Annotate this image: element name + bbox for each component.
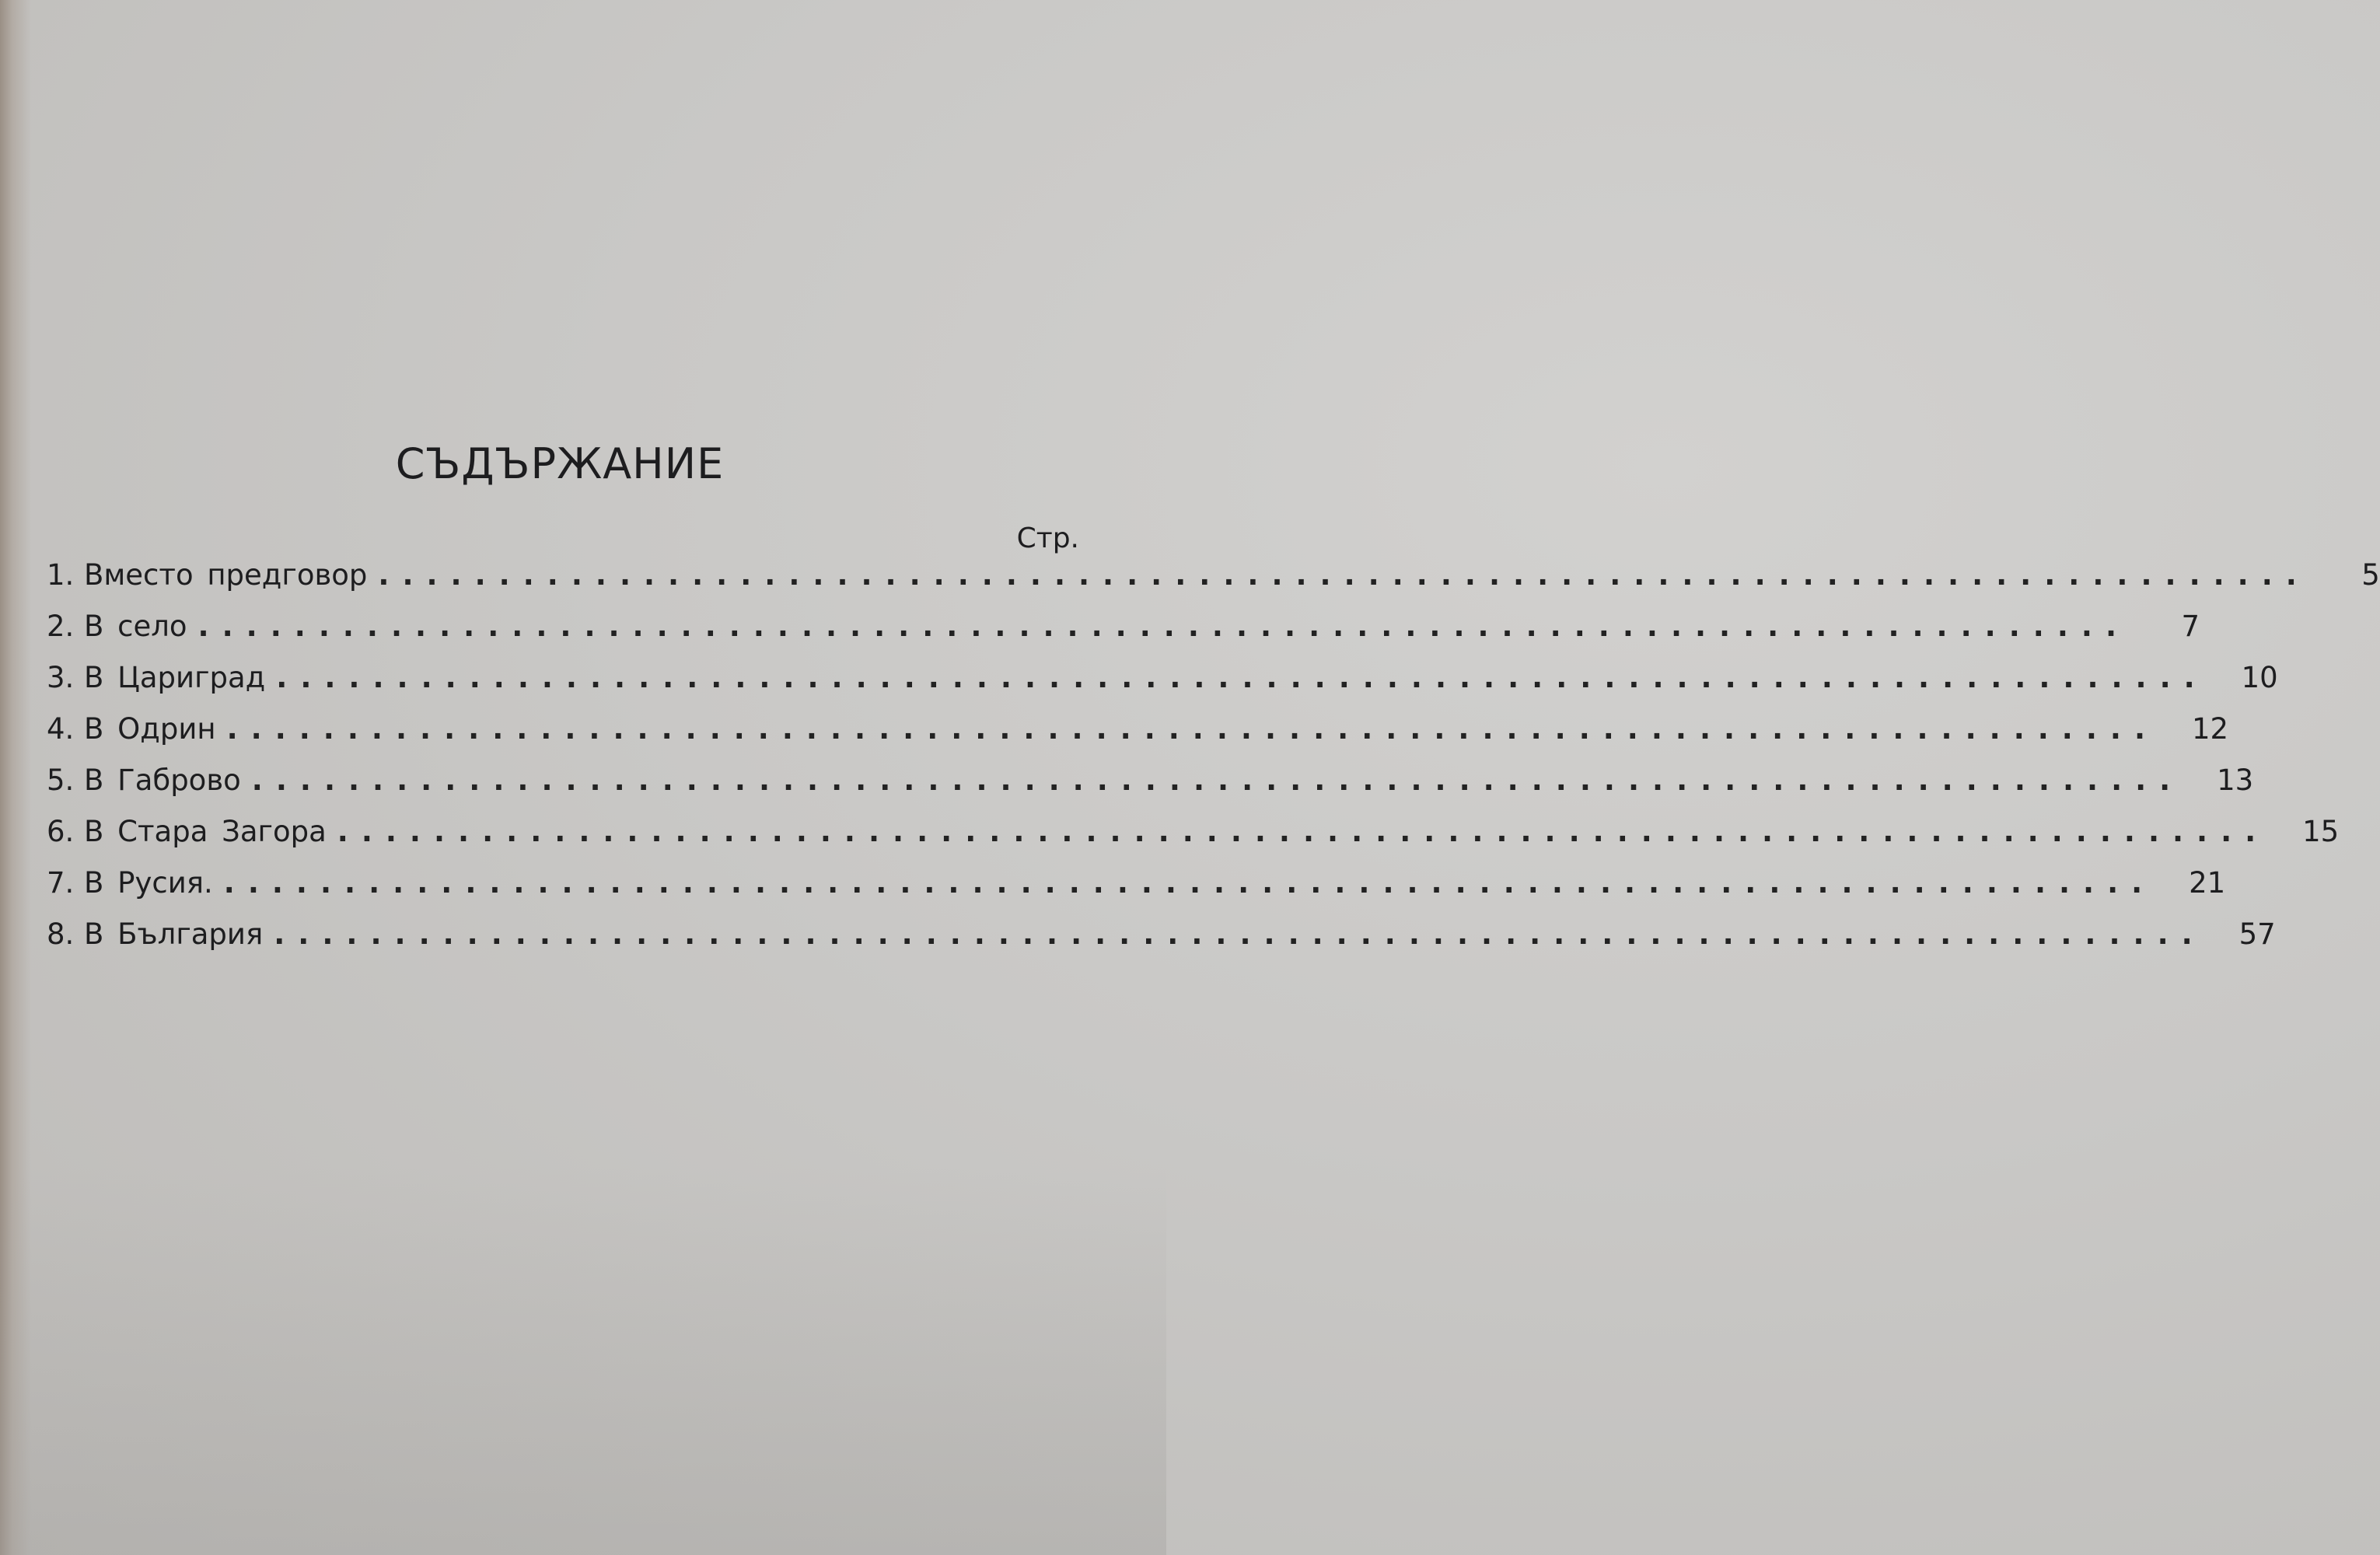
dot-leader: ................................................................................ [274, 917, 2206, 951]
toc-entry [47, 866, 2226, 917]
toc-entry-number: 3. [47, 661, 75, 694]
toc-entry [47, 815, 2340, 866]
dot-leader: ................................................................................ [337, 815, 2270, 848]
dot-leader: ................................................................................ [251, 764, 2184, 797]
toc-entry-title: В България [84, 917, 264, 951]
toc-entry-title: В Стара Загора [84, 815, 327, 848]
toc-entry-number: 7. [47, 866, 75, 900]
toc-entry-title: В село [84, 610, 187, 643]
toc-entry-number: 5. [47, 764, 75, 797]
toc-entry-page: 5 [2361, 558, 2380, 592]
dot-leader: ................................................................................ [378, 558, 2310, 592]
toc-entry-number: 6. [47, 815, 75, 848]
toc-entry-number: 1. [47, 558, 75, 592]
toc-entry [47, 558, 2380, 610]
dot-leader: ................................................................................ [197, 610, 2130, 643]
toc-entry [47, 610, 2200, 661]
toc-entry [47, 712, 2229, 764]
toc-entry [47, 661, 2278, 712]
toc-entry-page: 7 [2181, 610, 2200, 643]
dot-leader: ................................................................................ [226, 712, 2159, 746]
toc-entry-page: 13 [2217, 764, 2254, 797]
toc-entry-page: 57 [2238, 917, 2276, 951]
dot-leader: ................................................................................ [223, 866, 2156, 900]
page-shade [0, 1166, 1166, 1555]
toc-entry-number: 4. [47, 712, 75, 746]
toc-entry-title: В Цариград [84, 661, 266, 694]
toc-entry-title: В Габрово [84, 764, 241, 797]
toc-entry-title: В Одрин [84, 712, 216, 746]
toc-entry-page: 10 [2241, 661, 2278, 694]
toc-entry-page: 21 [2189, 866, 2226, 900]
contents-heading: СЪДЪРЖАНИЕ [395, 439, 725, 488]
toc-entry-number: 8. [47, 917, 75, 951]
toc-entry-title: Вместо предговор [84, 558, 368, 592]
toc-entry-number: 2. [47, 610, 75, 643]
dot-leader: ................................................................................ [276, 661, 2208, 694]
table-of-contents [47, 558, 2380, 969]
toc-entry [47, 917, 2276, 969]
toc-entry-page: 15 [2302, 815, 2340, 848]
toc-entry-title: В Русия. [84, 866, 213, 900]
page-column-label: Стр. [1016, 522, 1079, 554]
toc-entry-page: 12 [2191, 712, 2229, 746]
toc-entry [47, 764, 2254, 815]
